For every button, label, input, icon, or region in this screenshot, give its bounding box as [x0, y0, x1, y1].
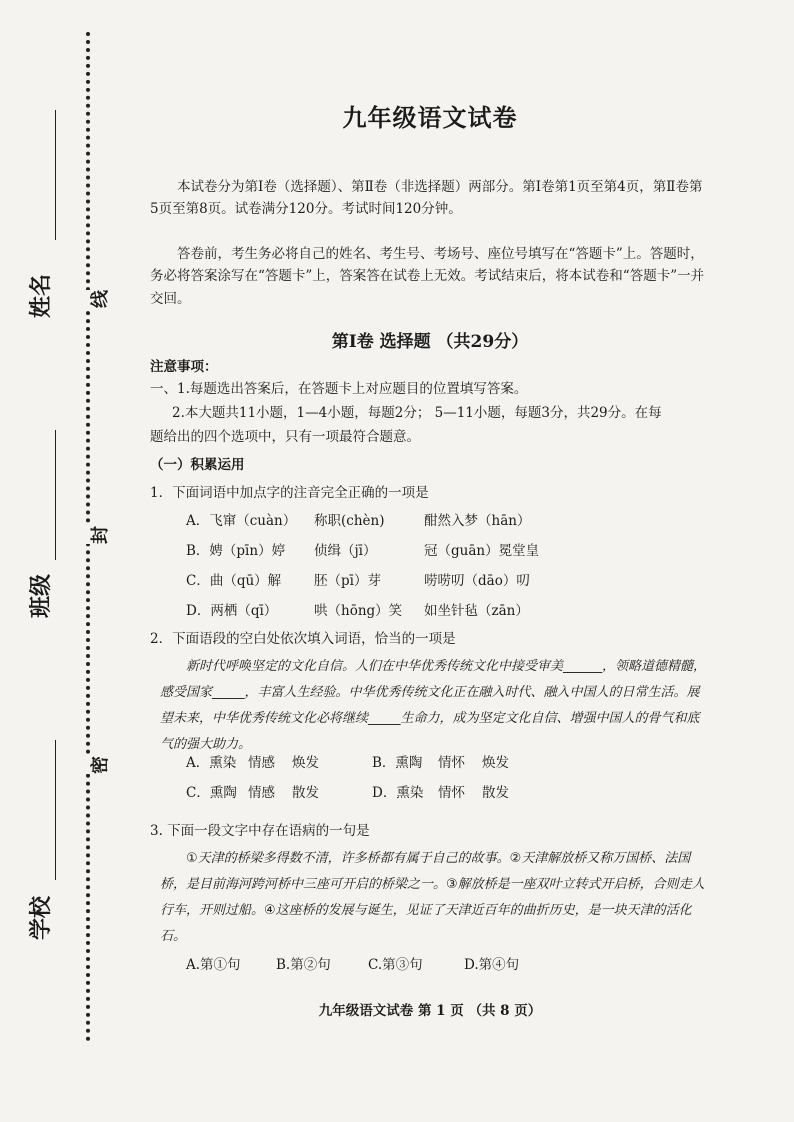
- question-1-option-b: [186, 540, 746, 562]
- option-part: A.第①句: [186, 957, 241, 973]
- page-title: 九年级语文试卷: [342, 103, 518, 132]
- option-part: 情感: [248, 755, 275, 771]
- class-label: 班级: [28, 573, 54, 618]
- question-2-options-row-1: [186, 752, 746, 774]
- option-part: 酣然入梦（hān）: [424, 513, 531, 529]
- question-2-stem: 2．下面语段的空白处依次填入词语，恰当的一项是: [150, 631, 456, 647]
- option-part: 哄（hōng）笑: [314, 603, 403, 619]
- option-part: B．娉（pīn）婷: [186, 543, 286, 559]
- option-part: 称职(chèn): [314, 513, 385, 529]
- option-part: A．熏染: [186, 755, 237, 771]
- option-part: B．熏陶: [372, 755, 423, 771]
- seal-mark-line: 线: [84, 290, 114, 308]
- option-part: C．熏陶: [186, 785, 237, 801]
- question-1-option-d: [186, 600, 746, 622]
- option-part: 情怀: [438, 755, 465, 771]
- option-part: 情怀: [438, 785, 465, 801]
- option-part: 胚（pī）芽: [314, 573, 381, 589]
- option-part: C.第③句: [368, 957, 423, 973]
- binding-margin: [0, 0, 130, 1122]
- option-part: 散发: [482, 785, 509, 801]
- question-1-stem: 1．下面词语中加点字的注音完全正确的一项是: [150, 485, 429, 501]
- notice-item-1: 一、1.每题选出答案后，在答题卡上对应题目的位置填写答案。: [150, 381, 528, 397]
- section-title: 第Ⅰ卷 选择题 （共29分）: [331, 332, 529, 352]
- question-1-option-c: [186, 570, 746, 592]
- option-part: D．熏染: [372, 785, 424, 801]
- option-part: C．曲（qū）解: [186, 573, 282, 589]
- notice-item-2a: 2.本大题共11小题，1—4小题，每题2分； 5—11小题，每题3分，共29分。在每: [172, 405, 662, 421]
- school-blank-line: [55, 740, 56, 880]
- page-footer: 九年级语文试卷 第 1 页 （共 8 页）: [318, 1003, 542, 1019]
- option-part: 散发: [292, 785, 319, 801]
- seal-mark-seal: 封: [84, 526, 114, 544]
- school-label: 学校: [28, 895, 54, 940]
- question-2-passage: 新时代呼唤坚定的文化自信。人们在中华优秀传统文化中接受审美______，领略道德精髓，感受国家_____，丰富人生经验。中华优秀传统文化正在融入时代、融入中国人的日常生活。展望未来，中华优秀传统文化必将继续_____生命力，成为坚定文化自信、增强中国人的骨气和底气的强大助力。: [160, 659, 707, 752]
- part-heading: （一）积累运用: [150, 457, 245, 473]
- notice-heading: 注意事项：: [150, 359, 218, 375]
- option-part: 焕发: [292, 755, 319, 771]
- intro-paragraph-2: 答卷前，考生务必将自己的姓名、考生号、考场号、座位号填写在“答题卡”上。答题时，务必将答案涂写在“答题卡”上，答案答在试卷上无效。考试结束后，将本试卷和“答题卡”一并交回。: [150, 246, 705, 307]
- intro-paragraph-1: 本试卷分为第Ⅰ卷（选择题）、第Ⅱ卷（非选择题）两部分。第Ⅰ卷第1页至第4页，第Ⅱ卷第5页至第8页。试卷满分120分。考试时间120分钟。: [150, 179, 703, 218]
- question-3-options: [186, 954, 746, 976]
- option-part: 焕发: [482, 755, 509, 771]
- seal-mark-close: 密: [84, 756, 114, 774]
- name-label: 姓名: [28, 273, 54, 318]
- option-part: B.第②句: [276, 957, 331, 973]
- notice-item-2b: 题给出的四个选项中，只有一项最符合题意。: [150, 429, 420, 445]
- option-part: 冠（guān）冕堂皇: [424, 543, 540, 559]
- question-3-passage: ①天津的桥梁多得数不清，许多桥都有属于自己的故事。②天津解放桥又称万国桥、法国桥，是目前海河跨河桥中三座可开启的桥梁之一。③解放桥是一座双叶立转式开启桥，合则走人行车，开则过船。④这座桥的发展与诞生，见证了天津近百年的曲折历史，是一块天津的活化石。: [160, 851, 705, 944]
- option-part: D．两栖（qī）: [186, 603, 278, 619]
- option-part: A．飞窜（cuàn）: [186, 513, 297, 529]
- name-blank-line: [55, 110, 56, 240]
- question-3-stem: 3. 下面一段文字中存在语病的一句是: [150, 823, 370, 839]
- option-part: D.第④句: [464, 957, 520, 973]
- option-part: 情感: [248, 785, 275, 801]
- question-1-option-a: [186, 510, 746, 532]
- class-blank-line: [55, 430, 56, 560]
- option-part: 如坐针毡（zān）: [424, 603, 529, 619]
- option-part: 侦缉（jī）: [314, 543, 377, 559]
- option-part: 唠唠叨（dāo）叨: [424, 573, 530, 589]
- question-2-options-row-2: [186, 782, 746, 804]
